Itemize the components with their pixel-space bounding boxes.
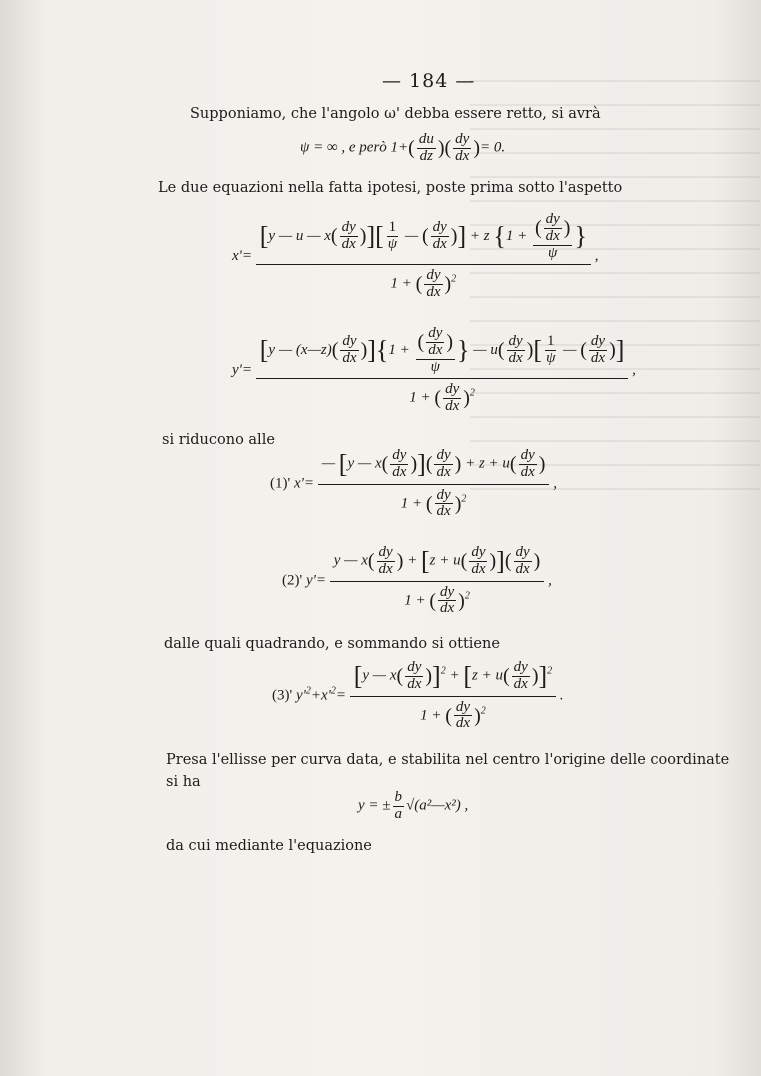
text-line-1: Supponiamo, che l'angolo ω' debba essere retto, si avrà — [190, 106, 601, 122]
numerator-eq2: y — x( $\frac{dy}{dx}$ ) + [z + u( $\frac{dy}{dx}$ )]( $\frac{dy}{dx}$ ) — [330, 545, 545, 582]
equation-psi-right: = 0. — [480, 139, 506, 156]
ellipse-lhs: y = ± — [358, 797, 391, 814]
text-line-6: si ha — [166, 774, 201, 790]
frac-du: du — [418, 131, 434, 147]
label-eq1: (1)' — [270, 475, 291, 492]
label-eq3: (3)' — [272, 687, 293, 704]
ellipse-b: b — [394, 789, 403, 805]
page-number: — 184 — — [382, 70, 476, 92]
fraction-x-prime — [256, 212, 591, 301]
frac-dz: dz — [419, 147, 434, 164]
fraction-y-prime — [256, 326, 629, 415]
numerator-eq3: [y — x( $\frac{dy}{dx}$ )]$^2$ + [z + u( $\frac{dy}{dx}$ )]$^2$ — [350, 660, 556, 697]
denominator-x-prime: 1 + ( $\frac{dy}{dx}$ )$^2$ — [390, 267, 457, 300]
text-line-7: da cui mediante l'equazione — [166, 838, 372, 854]
text-line-5: Presa l'ellisse per curva data, e stabilita nel centro l'origine delle coordinate — [166, 752, 730, 768]
frac-dy: dy — [455, 131, 470, 147]
equation-y-prime-general: y'= [y — (x—z)( $\frac{dy}{dx}$ )]{1 + ( $\frac{dy}{dx}$ ) ψ } — u( $\frac{dy}{dx}$ )[ $\frac{1}{\psi}$ — ( $\frac{dy}{dx}$ )] 1 + ( $\frac{dy}{dx}$ )$^2$ , — [232, 325, 636, 414]
ellipse-radical: √(a²—x²) , — [406, 797, 469, 814]
equation-3: (3)' $y'^2+x'^2=$ [y — x( $\frac{dy}{dx}$ )]$^2$ + [z + u( $\frac{dy}{dx}$ )]$^2$ 1 + ( $\frac{dy}{dx}$ )$^2$ . — [272, 659, 564, 732]
equation-psi: ψ = ∞ , e però 1+( $\frac{du}{dz}$ )( $\frac{dy}{dx}$ )= 0. — [300, 131, 506, 164]
denominator-eq2: 1 + ( $\frac{dy}{dx}$ )$^2$ — [404, 583, 470, 617]
fraction-eq3 — [350, 660, 556, 732]
denominator-eq1: 1 + ( $\frac{dy}{dx}$ )$^2$ — [400, 486, 467, 520]
equation-ellipse — [358, 790, 468, 823]
ellipse-a: a — [394, 805, 403, 822]
text-line-3: si riducono alle — [162, 432, 275, 448]
numerator-eq1: — [y — x( $\frac{dy}{dx}$ )]( $\frac{dy}{dx}$ ) + z + u( $\frac{dy}{dx}$ ) — [318, 448, 550, 485]
numerator-x-prime: [y — u — x( $\frac{dy}{dx}$ )][ $\frac{1}{\psi}$ — ( $\frac{dy}{dx}$ )] + z {1 + ( $\frac{dy}{dx}$ ) ψ } — [256, 212, 591, 265]
label-eq2: (2)' — [282, 572, 303, 589]
lhs-y-prime: y' — [232, 361, 242, 378]
frac-dx: dx — [455, 147, 470, 164]
equation-psi-left: ψ = ∞ , e però 1+ — [300, 139, 409, 156]
fraction-eq1 — [318, 448, 550, 520]
equation-1: (1)' x'= — [y — x( $\frac{dy}{dx}$ )]( $\frac{dy}{dx}$ ) + z + u( $\frac{dy}{dx}$ ) 1 + ( $\frac{dy}{dx}$ )$^2$ , — [270, 447, 557, 520]
numerator-y-prime: [y — (x—z)( $\frac{dy}{dx}$ )]{1 + ( $\frac{dy}{dx}$ ) ψ } — u( $\frac{dy}{dx}$ )[ $\frac{1}{\psi}$ — ( $\frac{dy}{dx}$ )] — [256, 326, 629, 379]
fraction-eq2 — [330, 545, 545, 617]
equation-2: (2)' y'= y — x( $\frac{dy}{dx}$ ) + [z + u( $\frac{dy}{dx}$ )]( $\frac{dy}{dx}$ ) 1 + ( $\frac{dy}{dx}$ )$^2$ , — [282, 544, 552, 617]
equation-x-prime-general: x'= [y — u — x( $\frac{dy}{dx}$ )][ $\frac{1}{\psi}$ — ( $\frac{dy}{dx}$ )] + z {1 + ( $\frac{dy}{dx}$ ) ψ } 1 + ( $\frac{dy}{dx}$ )$^2$ , — [232, 211, 599, 300]
lhs-x-prime: x' — [232, 247, 242, 264]
denominator-y-prime: 1 + ( $\frac{dy}{dx}$ )$^2$ — [409, 381, 475, 414]
text-line-4: dalle quali quadrando, e sommando si ottiene — [164, 636, 500, 652]
text-line-2: Le due equazioni nella fatta ipotesi, poste prima sotto l'aspetto — [158, 180, 623, 196]
denominator-eq3: 1 + ( $\frac{dy}{dx}$ )$^2$ — [420, 698, 486, 732]
